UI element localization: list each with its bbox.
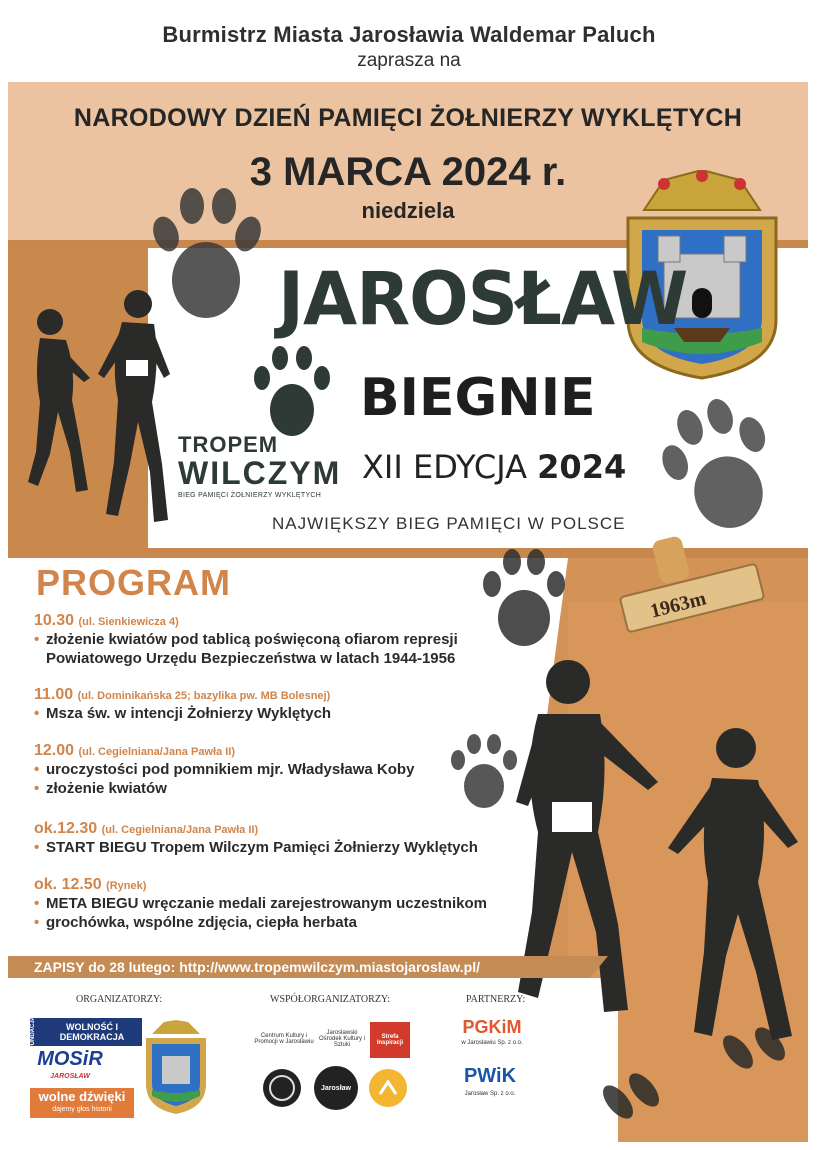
registration-label: ZAPISY do 28 lutego: — [34, 959, 176, 975]
program-line: • Msza św. w intencji Żołnierzy Wyklętych — [34, 704, 554, 723]
stamp-label: 1963m — [648, 587, 709, 623]
program-time: 11.00 — [34, 686, 74, 703]
logo-line2: WILCZYM — [178, 455, 342, 491]
logo-joks: Jarosławski Ośrodek Kultury i Sztuki — [318, 1020, 366, 1058]
logo-wolne-text: wolne dźwięki — [38, 1089, 126, 1104]
logo-pgkim — [452, 1017, 532, 1050]
program-line: Powiatowego Urzędu Bezpieczeństwa w latach 1944-1956 — [46, 650, 456, 667]
organizers-heading: ORGANIZATORZY: — [76, 994, 163, 1005]
edition-year: 2024 — [537, 448, 627, 486]
shoe-prints-icon — [588, 1022, 798, 1132]
program-item — [34, 612, 554, 668]
program-line: • META BIEGU wręczanie medali zarejestrowanym uczestnikom — [34, 894, 554, 913]
edition-prefix: XII EDYCJA — [362, 448, 527, 486]
program-item — [34, 742, 554, 798]
coat-of-arms-icon — [144, 1020, 208, 1116]
logo-pgkim-text: PGKiM — [462, 1017, 522, 1037]
runners-silhouette-icon — [18, 282, 178, 542]
logo-mosir-sub: JAROSŁAW — [50, 1073, 90, 1080]
program-item — [34, 686, 554, 723]
coorganizers-heading: WSPÓŁORGANIZATORZY: — [270, 994, 391, 1005]
logo-mosir-text: MOSiR — [37, 1048, 103, 1070]
logo-fundacja — [30, 1015, 142, 1049]
edition-label — [362, 448, 626, 486]
program-line: • złożenie kwiatów pod tablicą poświęconą ofiarom represji — [34, 630, 554, 649]
program-item — [34, 876, 554, 932]
logo-line1: TROPEM — [178, 432, 279, 457]
event-day: niedziela — [361, 198, 455, 223]
program-line: • złożenie kwiatów — [34, 779, 554, 798]
program-time: ok.12.30 — [34, 820, 98, 837]
registration-link[interactable]: http://www.tropemwilczym.miastojaroslaw.pl/ — [179, 959, 480, 975]
header — [0, 0, 818, 82]
event-title: NARODOWY DZIEŃ PAMIĘCI ŻOŁNIERZY WYKLĘTYCH — [73, 104, 743, 132]
program-line: • START BIEGU Tropem Wilczym Pamięci Żołnierzy Wyklętych — [34, 838, 554, 857]
city-title: JAROSŁAW — [278, 255, 688, 343]
runs-title: BIEGNIE — [360, 368, 596, 428]
logo-paw-icon — [252, 344, 332, 444]
logo-fundacja-text: WOLNOŚĆ I DEMOKRACJA — [59, 1022, 125, 1042]
logo-pwik-sub: Jarosław Sp. z o.o. — [464, 1091, 516, 1097]
poster — [8, 82, 808, 1142]
badge-icon — [262, 1068, 302, 1108]
program-time: 12.00 — [34, 742, 75, 759]
logo-centrum-kultury: Centrum Kultury i Promocji w Jarosławiu — [252, 1022, 316, 1056]
partners-heading: PARTNERZY: — [466, 994, 526, 1005]
program-place: (ul. Sienkiewicza 4) — [78, 616, 179, 628]
program-time: ok. 12.50 — [34, 876, 102, 893]
logo-pgkim-sub: w Jarosławiu Sp. z o.o. — [461, 1040, 523, 1046]
program-place: (ul. Cegielniana/Jana Pawła II) — [78, 746, 235, 758]
logo-pwik-text: PWiK — [463, 1065, 517, 1087]
tagline: NAJWIĘKSZY BIEG PAMIĘCI W POLSCE — [272, 514, 626, 533]
program-place: (ul. Dominikańska 25; bazylika pw. MB Bolesnej) — [77, 690, 331, 702]
logo-wolne-dzwieki — [30, 1088, 134, 1118]
stamp-icon — [608, 532, 778, 642]
program-place: (Rynek) — [106, 880, 147, 892]
logo-strefa: Strefa Inspiracji — [370, 1022, 410, 1058]
program-line: • grochówka, wspólne zdjęcia, ciepła herbata — [34, 913, 554, 932]
program-line: • uroczystości pod pomnikiem mjr. Władysława Koby — [34, 760, 554, 779]
logo-mosir — [30, 1048, 110, 1084]
registration-text[interactable] — [34, 959, 480, 975]
logo-line3: BIEG PAMIĘCI ŻOŁNIERZY WYKLĘTYCH — [178, 492, 322, 499]
logo-fundacja-small: FUNDACJA — [30, 1015, 36, 1049]
event-date: 3 MARCA 2024 r. — [249, 150, 567, 194]
invites-text: zaprasza na — [357, 50, 461, 71]
program-item — [34, 820, 554, 857]
program-place: (ul. Cegielniana/Jana Pawła II) — [101, 824, 259, 836]
host-text: Burmistrz Miasta Jarosławia Waldemar Paluch — [162, 22, 656, 47]
program-heading: PROGRAM — [36, 562, 231, 603]
logo-pwik — [454, 1065, 526, 1102]
yellow-logo-icon — [368, 1068, 408, 1108]
program-time: 10.30 — [34, 612, 75, 629]
logo-jaroslaw-round: Jarosław — [314, 1066, 358, 1110]
paw-print-icon — [654, 394, 784, 544]
logo-wolne-sub: dajemy głos historii — [52, 1106, 112, 1113]
